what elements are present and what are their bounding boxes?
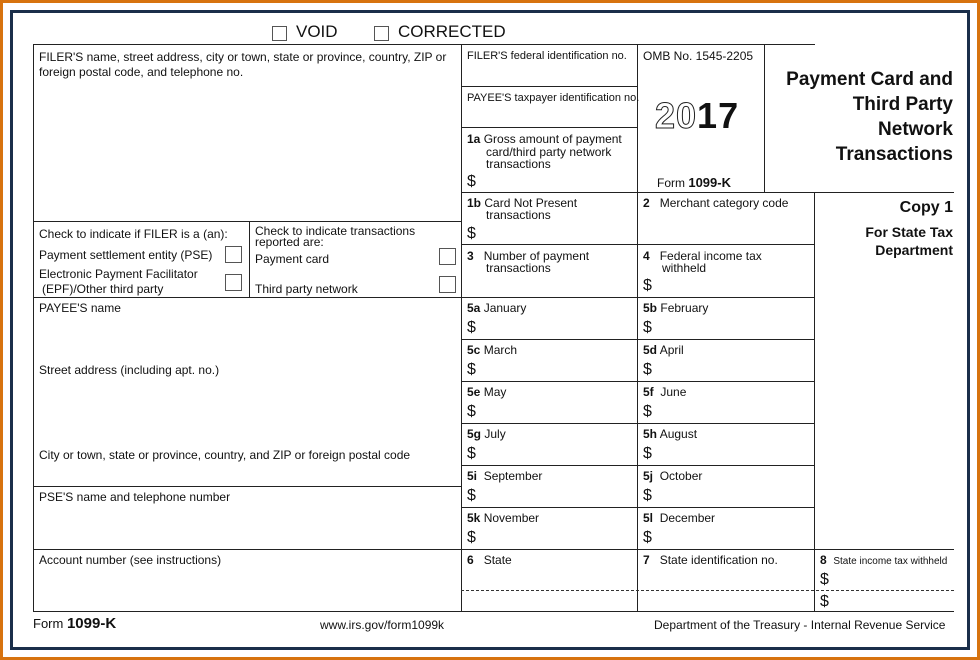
box-5e-label bbox=[467, 386, 506, 399]
payee-city-label: City or town, state or province, country, and ZIP or foreign postal code bbox=[39, 448, 411, 462]
box-4-number: 4 bbox=[643, 249, 650, 263]
box-5g-label bbox=[467, 428, 506, 441]
form-top-border bbox=[33, 44, 815, 45]
box-1a-text-1: Gross amount of payment bbox=[483, 132, 622, 146]
row-5g-bottom bbox=[461, 465, 814, 466]
form-left-border bbox=[33, 44, 34, 611]
box-8-dollar-1: $ bbox=[820, 571, 829, 588]
copy-label: Copy 1 bbox=[899, 199, 953, 216]
copy-for-line-1: For State Tax bbox=[865, 224, 953, 240]
footer-form-word: Form bbox=[33, 616, 64, 631]
row-5a-bottom bbox=[461, 339, 814, 340]
box-4-text-1: Federal income tax bbox=[659, 249, 762, 263]
box-5l-number: 5l bbox=[643, 511, 654, 525]
box-6-text: State bbox=[483, 553, 512, 567]
box-5c-label bbox=[467, 344, 517, 357]
box-5a-number: 5a bbox=[467, 301, 481, 315]
box-5d-number: 5d bbox=[643, 343, 658, 357]
box-1b-text-1: Card Not Present bbox=[484, 196, 578, 210]
row-5i-bottom bbox=[461, 507, 814, 508]
payment-card-checkbox[interactable] bbox=[439, 248, 456, 265]
box-5d-label bbox=[643, 344, 684, 357]
box-5a-text: January bbox=[483, 301, 527, 315]
box-5i-dollar: $ bbox=[467, 487, 476, 504]
check-filer-label: Check to indicate if FILER is a (an): bbox=[39, 227, 228, 241]
box-5k-dollar: $ bbox=[467, 529, 476, 546]
box-5b-dollar: $ bbox=[643, 319, 652, 336]
tax-year-prefix: 20 bbox=[655, 95, 698, 136]
box-5c-number: 5c bbox=[467, 343, 481, 357]
epf-label-line-1: Electronic Payment Facilitator bbox=[39, 267, 198, 281]
row-5e-bottom bbox=[461, 423, 814, 424]
filer-federal-id-label: FILER'S federal identification no. bbox=[467, 50, 627, 62]
box-7-number: 7 bbox=[643, 553, 650, 567]
check-divider bbox=[249, 221, 250, 297]
box-5j-text: October bbox=[659, 469, 703, 483]
box-6-label bbox=[467, 554, 512, 567]
box-8-number: 8 bbox=[820, 553, 827, 567]
box-2-label bbox=[643, 197, 788, 210]
row-5c-bottom bbox=[461, 381, 814, 382]
payee-tin-label: PAYEE'S taxpayer identification no. bbox=[467, 92, 640, 104]
box-5e-text: May bbox=[483, 385, 507, 399]
third-party-label: Third party network bbox=[255, 282, 358, 296]
tax-year bbox=[655, 95, 739, 137]
account-number-label: Account number (see instructions) bbox=[39, 553, 222, 567]
box-5h-text: August bbox=[659, 427, 698, 441]
box-5f-label bbox=[643, 386, 686, 399]
box-5l-label bbox=[643, 512, 715, 525]
box-5k-text: November bbox=[483, 511, 540, 525]
omb-right-border bbox=[764, 44, 765, 192]
check-txn-label-line-1: Check to indicate transactions bbox=[255, 224, 416, 238]
box-5e-number: 5e bbox=[467, 385, 481, 399]
third-party-checkbox[interactable] bbox=[439, 276, 456, 293]
box-8-label bbox=[820, 554, 947, 568]
box-5h-label bbox=[643, 428, 697, 441]
box-5f-text: June bbox=[660, 385, 687, 399]
box-5g-dollar: $ bbox=[467, 445, 476, 462]
form-title-line-3: Network bbox=[878, 119, 953, 140]
row-3-bottom bbox=[461, 297, 814, 298]
box-5h-number: 5h bbox=[643, 427, 658, 441]
box-5i-text: September bbox=[483, 469, 543, 483]
box-6-number: 6 bbox=[467, 553, 474, 567]
box-5b-number: 5b bbox=[643, 301, 658, 315]
box-2-number: 2 bbox=[643, 196, 650, 210]
box-4-text-2: withheld bbox=[662, 261, 707, 275]
box-5d-dollar: $ bbox=[643, 361, 652, 378]
corrected-label: CORRECTED bbox=[398, 22, 506, 41]
footer-dept: Department of the Treasury - Internal Revenue Service bbox=[654, 618, 946, 632]
void-label: VOID bbox=[296, 22, 338, 41]
box-5j-label bbox=[643, 470, 702, 483]
omb-form-name: 1099-K bbox=[688, 175, 731, 190]
box-5b-text: February bbox=[660, 301, 709, 315]
box-4-dollar: $ bbox=[643, 277, 652, 294]
form-title bbox=[770, 67, 953, 167]
state-dashed-line bbox=[461, 590, 954, 591]
tin-bottom bbox=[461, 127, 637, 128]
filer-divider bbox=[33, 221, 461, 222]
box-5g-text: July bbox=[484, 427, 506, 441]
box-3-number: 3 bbox=[467, 249, 474, 263]
box-1a-text-2: card/third party network bbox=[486, 145, 612, 159]
form-bottom-border bbox=[33, 611, 954, 612]
omb-form-label bbox=[657, 176, 731, 190]
pse-checkbox[interactable] bbox=[225, 246, 242, 263]
check-txn-label-line-2: reported are: bbox=[255, 235, 324, 249]
row-1a-bottom bbox=[461, 192, 954, 193]
footer-form bbox=[33, 617, 116, 630]
box-1b-text-2: transactions bbox=[486, 208, 551, 222]
omb-number: OMB No. 1545-2205 bbox=[643, 49, 754, 63]
payment-card-label: Payment card bbox=[255, 252, 330, 266]
box-5e-dollar: $ bbox=[467, 403, 476, 420]
box-5i-label bbox=[467, 470, 542, 483]
box-5f-dollar: $ bbox=[643, 403, 652, 420]
filer-name-label-1 bbox=[39, 50, 454, 80]
payee-street-label: Street address (including apt. no.) bbox=[39, 363, 220, 377]
box-1a-text-3: transactions bbox=[486, 157, 551, 171]
box-8-text: State income tax withheld bbox=[833, 556, 948, 567]
epf-label-line-2: (EPF)/Other third party bbox=[42, 282, 164, 296]
payee-top bbox=[33, 297, 461, 298]
box-5g-number: 5g bbox=[467, 427, 482, 441]
col-divider-2 bbox=[637, 44, 638, 611]
box-2-text: Merchant category code bbox=[659, 196, 789, 210]
payee-name-label: PAYEE'S name bbox=[39, 301, 121, 315]
box-5h-dollar: $ bbox=[643, 445, 652, 462]
box-5l-text: December bbox=[659, 511, 716, 525]
epf-checkbox[interactable] bbox=[225, 274, 242, 291]
omb-form-word: Form bbox=[657, 176, 685, 190]
box-7-label bbox=[643, 554, 778, 567]
box-5a-label bbox=[467, 302, 526, 315]
box-3-text-1: Number of payment bbox=[483, 249, 590, 263]
copy-for bbox=[820, 223, 953, 259]
box-8-dollar-2: $ bbox=[820, 593, 829, 610]
corrected-checkbox[interactable] bbox=[374, 26, 389, 41]
box-5f-number: 5f bbox=[643, 385, 654, 399]
box-5a-dollar: $ bbox=[467, 319, 476, 336]
tax-year-suffix: 17 bbox=[697, 95, 740, 136]
pse-top bbox=[33, 486, 461, 487]
form-title-line-1: Payment Card and bbox=[786, 69, 953, 90]
box-5d-text: April bbox=[659, 343, 684, 357]
form-title-line-4: Transactions bbox=[835, 144, 953, 165]
fid-bottom bbox=[461, 86, 637, 87]
box-5j-dollar: $ bbox=[643, 487, 652, 504]
col-divider-1 bbox=[461, 44, 462, 611]
box-1b-number: 1b bbox=[467, 196, 482, 210]
box-1b-dollar: $ bbox=[467, 225, 476, 242]
box-3-text-2: transactions bbox=[486, 261, 551, 275]
box-1a-number: 1a bbox=[467, 132, 481, 146]
copy-for-line-2: Department bbox=[875, 242, 953, 258]
box-7-text: State identification no. bbox=[659, 553, 778, 567]
row-1b-bottom bbox=[461, 244, 814, 245]
filer-name-label: FILER'S name, street address, city or town, state or province, country, ZIP or foreign postal code, and telephone no. bbox=[39, 50, 447, 79]
void-checkbox[interactable] bbox=[272, 26, 287, 41]
pse-name-label: PSE'S name and telephone number bbox=[39, 490, 231, 504]
footer-form-name: 1099-K bbox=[66, 615, 117, 632]
box-5c-text: March bbox=[483, 343, 518, 357]
box-5k-label bbox=[467, 512, 539, 525]
account-top bbox=[33, 549, 954, 550]
box-5b-label bbox=[643, 302, 708, 315]
pse-label: Payment settlement entity (PSE) bbox=[39, 248, 213, 262]
box-5l-dollar: $ bbox=[643, 529, 652, 546]
footer-url: www.irs.gov/form1099k bbox=[320, 618, 445, 632]
box-5k-number: 5k bbox=[467, 511, 481, 525]
box-5i-number: 5i bbox=[467, 469, 478, 483]
form-title-line-2: Third Party bbox=[852, 94, 953, 115]
box-5j-number: 5j bbox=[643, 469, 654, 483]
box-1a-dollar: $ bbox=[467, 173, 476, 190]
box-5c-dollar: $ bbox=[467, 361, 476, 378]
